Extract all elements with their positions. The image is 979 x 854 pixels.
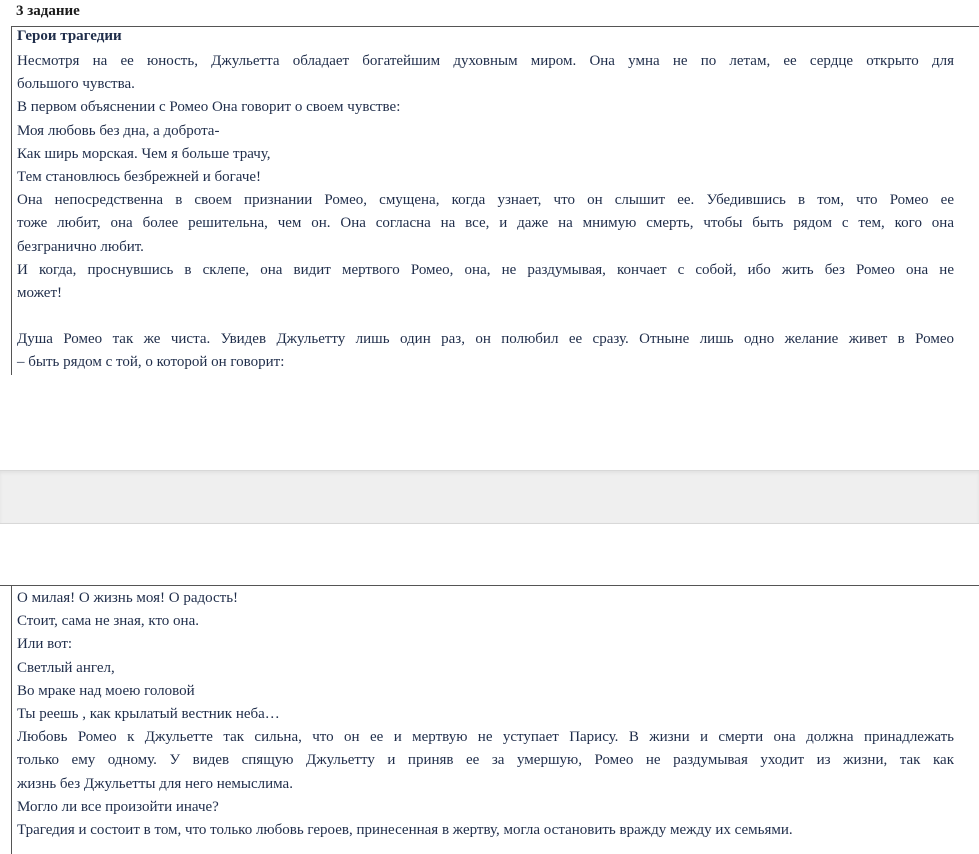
verse-line: Во мраке над моею головой — [17, 682, 195, 699]
verse-line: Стоит, сама не зная, кто она. — [17, 613, 199, 630]
verse-line: Светлый ангел, — [17, 659, 115, 676]
text-line: большого чувства. — [17, 76, 135, 93]
text-line: тоже любит, она более решительна, чем он. Она согласна на все, и даже на мнимую смерть, чтобы быть рядом с тем, кого она — [17, 215, 954, 232]
text-line: Могло ли все произойти иначе? — [17, 798, 219, 815]
verse-line: Как ширь морская. Чем я больше трачу, — [17, 145, 271, 162]
section-heading: Герои трагедии — [17, 28, 122, 44]
document-page-bottom — [0, 585, 979, 854]
text-line: только ему одному. У видев спящую Джульетту и приняв ее за умершую, Ромео не раздумывая уходит из жизни, так как — [17, 752, 954, 769]
text-line: – быть рядом с той, о которой он говорит: — [17, 354, 285, 371]
text-line: Душа Ромео так же чиста. Увидев Джульетту лишь один раз, он полюбил ее сразу. Отныне лишь одно желание живет в Ромео — [17, 331, 954, 348]
verse-line: Ты реешь , как крылатый вестник неба… — [17, 705, 280, 722]
verse-line: Моя любовь без дна, а доброта- — [17, 122, 220, 139]
text-line: безгранично любит. — [17, 238, 144, 255]
text-line: Она непосредственна в своем признании Ромео, смущена, когда узнает, что он слышит ее. Убедившись в том, что Ромео ее — [17, 192, 954, 209]
text-line: может! — [17, 284, 62, 301]
text-line: И когда, проснувшись в склепе, она видит мертвого Ромео, она, не раздумывая, кончает с собой, ибо жить без Ромео она не — [17, 261, 954, 278]
verse-line: Тем становлюсь безбрежней и богаче! — [17, 168, 262, 185]
blank-line — [17, 305, 954, 328]
page-separator-band — [0, 470, 979, 524]
text-body-top — [17, 50, 954, 375]
text-line: Любовь Ромео к Джульетте так сильна, что он ее и мертвую не уступает Парису. В жизни и смерти она должна принадлежать — [17, 729, 954, 746]
text-line: Трагедия и состоит в том, что только любовь героев, принесенная в жертву, могла остановить вражду между их семьями. — [17, 821, 793, 838]
text-line: жизнь без Джульетты для него немыслима. — [17, 775, 293, 792]
text-line: Или вот: — [17, 636, 73, 653]
text-body-bottom — [17, 587, 954, 842]
title-divider — [11, 26, 979, 27]
document-page-top — [0, 0, 979, 376]
table-left-border — [11, 26, 12, 375]
verse-line: О милая! О жизнь моя! О радость! — [17, 590, 239, 606]
text-line: В первом объяснении с Ромео Она говорит о своем чувстве: — [17, 99, 401, 116]
table-left-border — [11, 586, 12, 854]
text-line: Несмотря на ее юность, Джульетта обладает богатейшим духовным миром. Она умна не по летам, ее сердце открыто для — [17, 53, 954, 69]
task-title: 3 задание — [16, 3, 80, 19]
